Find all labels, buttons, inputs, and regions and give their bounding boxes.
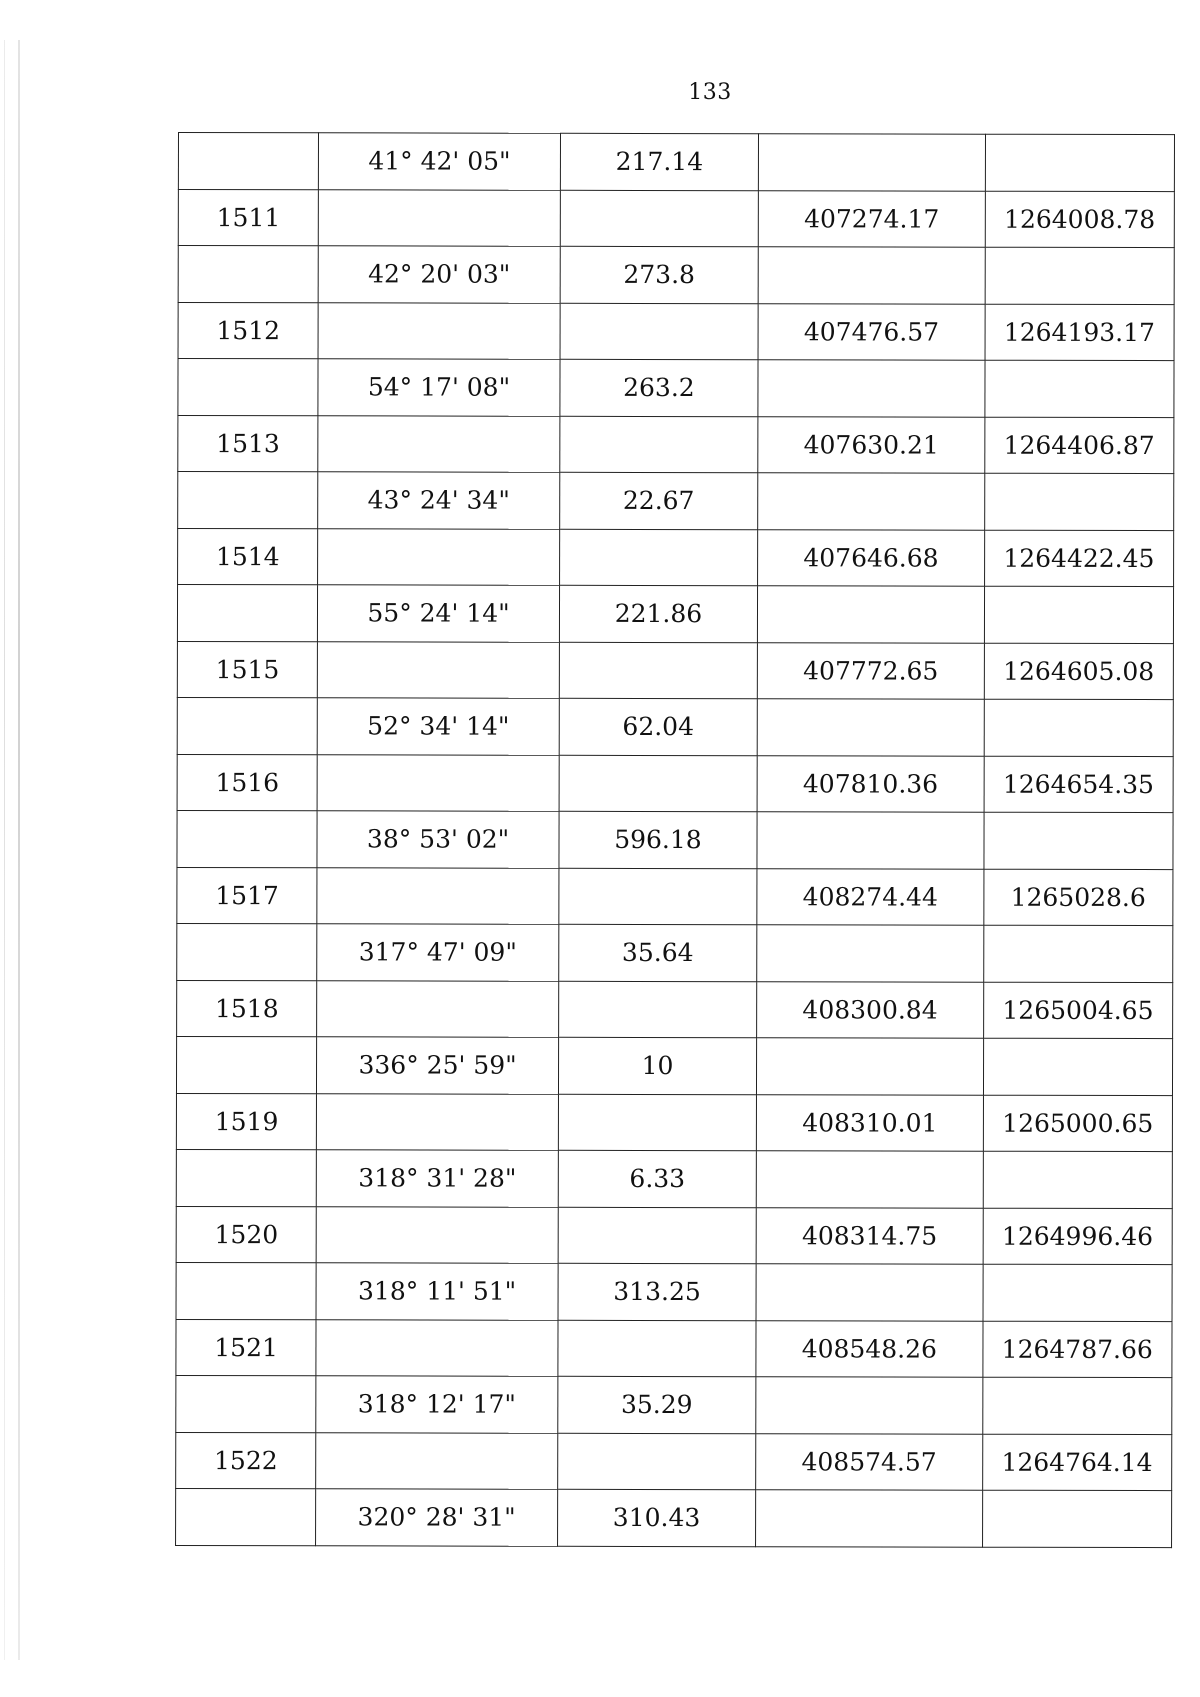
table-row xyxy=(177,980,1173,1039)
bearing-cell xyxy=(316,1432,558,1489)
station-cell: 1512 xyxy=(178,302,318,359)
table-row xyxy=(177,641,1173,700)
page-number: 133 xyxy=(688,80,732,105)
scan-edge-shadow xyxy=(18,40,20,1660)
station-cell: 1519 xyxy=(176,1093,316,1150)
bearing-cell xyxy=(318,528,560,585)
table-row xyxy=(178,133,1174,192)
easting-cell xyxy=(757,812,984,869)
northing-cell xyxy=(984,812,1174,869)
distance-cell: 217.14 xyxy=(560,133,759,190)
distance-cell: 62.04 xyxy=(559,698,758,755)
station-cell: 1521 xyxy=(176,1319,316,1376)
easting-cell: 407274.17 xyxy=(758,190,985,247)
northing-cell: 1264422.45 xyxy=(984,530,1174,587)
easting-cell xyxy=(756,1490,983,1547)
northing-cell: 1264008.78 xyxy=(985,191,1175,248)
distance-cell: 596.18 xyxy=(559,811,758,868)
easting-cell xyxy=(757,1038,984,1095)
easting-cell xyxy=(756,1264,983,1321)
northing-cell xyxy=(984,473,1174,530)
northing-cell xyxy=(983,1151,1173,1208)
table-row xyxy=(176,1206,1172,1265)
northing-cell: 1265000.65 xyxy=(983,1095,1173,1152)
table-row xyxy=(178,528,1174,587)
northing-cell: 1264787.66 xyxy=(983,1321,1173,1378)
distance-cell xyxy=(558,981,757,1038)
table-row xyxy=(177,754,1173,813)
northing-cell xyxy=(983,1264,1173,1321)
northing-cell xyxy=(985,360,1175,417)
distance-cell: 10 xyxy=(558,1037,757,1094)
distance-cell: 221.86 xyxy=(559,585,758,642)
bearing-cell xyxy=(318,415,560,472)
distance-cell xyxy=(558,1094,757,1151)
station-cell xyxy=(178,246,318,303)
scan-edge-line xyxy=(4,40,5,1660)
northing-cell xyxy=(982,1490,1172,1547)
table-row xyxy=(178,472,1174,531)
station-cell: 1514 xyxy=(178,528,318,585)
bearing-cell: 336° 25' 59" xyxy=(317,1037,559,1094)
station-cell: 1516 xyxy=(177,754,317,811)
station-cell xyxy=(177,585,317,642)
station-cell xyxy=(178,359,318,416)
bearing-cell: 320° 28' 31" xyxy=(316,1489,558,1546)
distance-cell xyxy=(560,303,759,360)
distance-cell xyxy=(560,416,759,473)
bearing-cell xyxy=(316,1206,558,1263)
distance-cell: 263.2 xyxy=(560,359,759,416)
table-row xyxy=(176,1093,1172,1152)
station-cell xyxy=(176,1488,316,1545)
northing-cell: 1264605.08 xyxy=(984,643,1174,700)
distance-cell xyxy=(559,529,758,586)
bearing-cell xyxy=(317,1093,559,1150)
northing-cell: 1264406.87 xyxy=(984,417,1174,474)
bearing-cell xyxy=(319,189,561,246)
survey-coordinates-table xyxy=(175,132,1175,1548)
easting-cell xyxy=(756,1151,983,1208)
northing-cell: 1264764.14 xyxy=(982,1434,1172,1491)
northing-cell xyxy=(982,1377,1172,1434)
table-row xyxy=(176,1319,1172,1378)
station-cell xyxy=(177,810,317,867)
distance-cell: 22.67 xyxy=(559,472,758,529)
bearing-cell xyxy=(317,980,559,1037)
station-cell xyxy=(176,1036,316,1093)
distance-cell: 35.64 xyxy=(558,924,757,981)
table-row xyxy=(176,1262,1172,1321)
station-cell xyxy=(176,1262,316,1319)
northing-cell: 1265028.6 xyxy=(983,869,1173,926)
easting-cell: 408300.84 xyxy=(757,981,984,1038)
easting-cell: 408310.01 xyxy=(757,1094,984,1151)
bearing-cell: 318° 31' 28" xyxy=(317,1150,559,1207)
table-row xyxy=(176,1432,1172,1491)
distance-cell xyxy=(559,868,758,925)
station-cell: 1511 xyxy=(178,189,318,246)
easting-cell: 407476.57 xyxy=(758,303,985,360)
northing-cell xyxy=(985,247,1175,304)
distance-cell: 6.33 xyxy=(558,1150,757,1207)
bearing-cell: 38° 53' 02" xyxy=(317,811,559,868)
station-cell xyxy=(177,923,317,980)
northing-cell xyxy=(983,925,1173,982)
northing-cell xyxy=(984,586,1174,643)
distance-cell xyxy=(559,755,758,812)
northing-cell xyxy=(984,699,1174,756)
table-row xyxy=(178,415,1174,474)
easting-cell xyxy=(758,586,985,643)
distance-cell xyxy=(559,642,758,699)
table-row xyxy=(177,867,1173,926)
distance-cell xyxy=(558,1320,757,1377)
easting-cell xyxy=(758,247,985,304)
distance-cell xyxy=(560,190,759,247)
bearing-cell xyxy=(318,302,560,359)
station-cell: 1515 xyxy=(177,641,317,698)
table-row xyxy=(178,189,1174,248)
table-row xyxy=(177,923,1173,982)
easting-cell xyxy=(758,473,985,530)
table-row xyxy=(176,1149,1172,1208)
easting-cell xyxy=(757,699,984,756)
easting-cell: 408548.26 xyxy=(756,1320,983,1377)
station-cell: 1522 xyxy=(176,1432,316,1489)
distance-cell xyxy=(557,1433,756,1490)
northing-cell: 1264193.17 xyxy=(985,304,1175,361)
northing-cell: 1265004.65 xyxy=(983,982,1173,1039)
northing-cell xyxy=(985,134,1175,191)
distance-cell: 273.8 xyxy=(560,246,759,303)
easting-cell xyxy=(759,134,986,191)
station-cell: 1518 xyxy=(177,980,317,1037)
table-row xyxy=(177,810,1173,869)
station-cell xyxy=(178,472,318,529)
easting-cell: 408574.57 xyxy=(756,1433,983,1490)
northing-cell: 1264996.46 xyxy=(983,1208,1173,1265)
distance-cell: 310.43 xyxy=(557,1489,756,1546)
easting-cell xyxy=(758,360,985,417)
table-row xyxy=(178,359,1174,418)
bearing-cell xyxy=(317,754,559,811)
station-cell xyxy=(177,697,317,754)
bearing-cell: 52° 34' 14" xyxy=(317,698,559,755)
easting-cell: 407646.68 xyxy=(758,529,985,586)
station-cell: 1513 xyxy=(178,415,318,472)
station-cell xyxy=(178,133,318,190)
station-cell: 1520 xyxy=(176,1206,316,1263)
bearing-cell xyxy=(318,641,560,698)
easting-cell xyxy=(757,925,984,982)
table-row xyxy=(178,302,1174,361)
table-row xyxy=(177,697,1173,756)
table-row xyxy=(176,1036,1172,1095)
bearing-cell: 55° 24' 14" xyxy=(318,585,560,642)
bearing-cell xyxy=(317,867,559,924)
table-row xyxy=(176,1488,1172,1547)
table-row xyxy=(177,585,1173,644)
bearing-cell: 54° 17' 08" xyxy=(318,359,560,416)
station-cell xyxy=(176,1149,316,1206)
easting-cell: 407772.65 xyxy=(757,642,984,699)
bearing-cell: 41° 42' 05" xyxy=(319,133,561,190)
station-cell: 1517 xyxy=(177,867,317,924)
bearing-cell: 43° 24' 34" xyxy=(318,472,560,529)
easting-cell: 408274.44 xyxy=(757,868,984,925)
bearing-cell xyxy=(316,1319,558,1376)
easting-cell: 407810.36 xyxy=(757,755,984,812)
distance-cell: 35.29 xyxy=(558,1376,757,1433)
table-row xyxy=(178,246,1174,305)
easting-cell: 407630.21 xyxy=(758,416,985,473)
bearing-cell: 317° 47' 09" xyxy=(317,924,559,981)
easting-cell: 408314.75 xyxy=(756,1207,983,1264)
bearing-cell: 318° 12' 17" xyxy=(316,1376,558,1433)
table-body xyxy=(176,133,1175,1548)
easting-cell xyxy=(756,1377,983,1434)
bearing-cell: 318° 11' 51" xyxy=(316,1263,558,1320)
table-row xyxy=(176,1375,1172,1434)
station-cell xyxy=(176,1375,316,1432)
distance-cell xyxy=(558,1207,757,1264)
northing-cell: 1264654.35 xyxy=(984,756,1174,813)
northing-cell xyxy=(983,1038,1173,1095)
distance-cell: 313.25 xyxy=(558,1263,757,1320)
bearing-cell: 42° 20' 03" xyxy=(318,246,560,303)
